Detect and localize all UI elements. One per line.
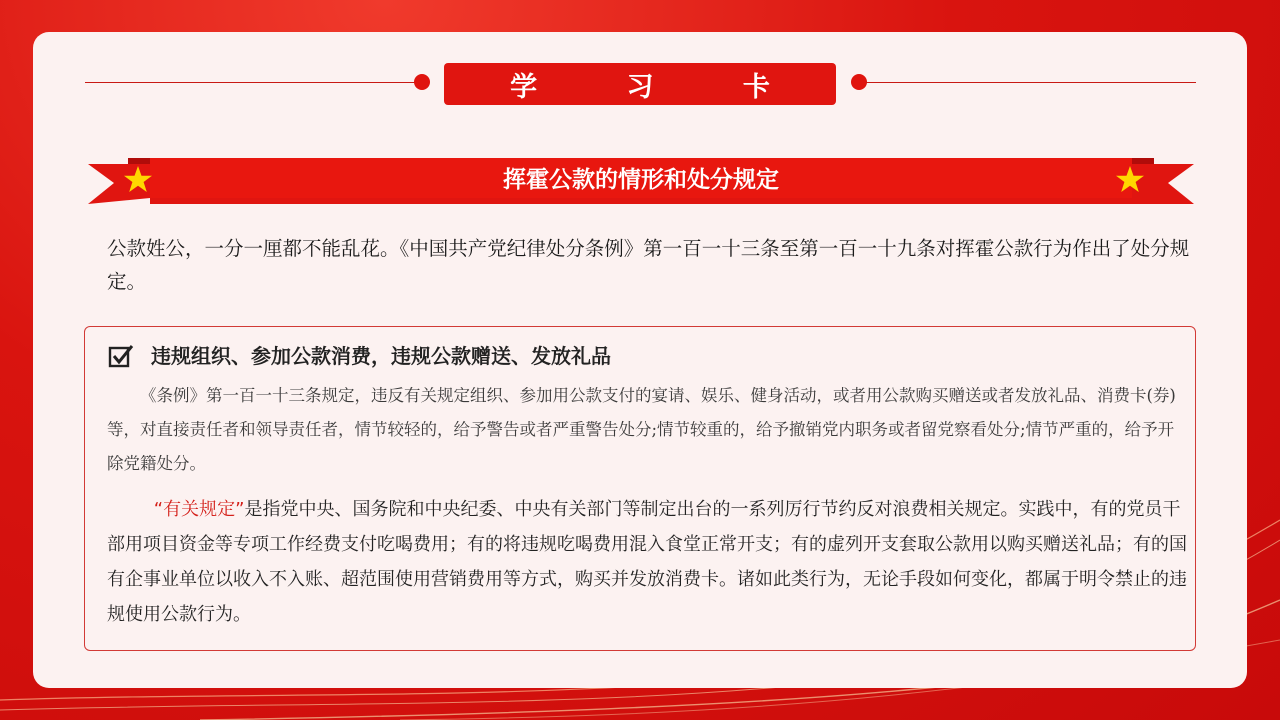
- ribbon-title: 挥霍公款的情形和处分规定: [503, 166, 779, 193]
- explanation-paragraph: [107, 492, 1189, 632]
- intro-paragraph: 公款姓公，一分一厘都不能乱花。《中国共产党纪律处分条例》第一百一十三条至第一百一十九条对挥霍公款行为作出了处分规定。: [107, 237, 1190, 293]
- divider-line-right: [866, 82, 1196, 83]
- divider-line-left: [85, 82, 415, 83]
- card-title: 学 习 卡: [444, 63, 836, 105]
- highlighted-term: “有关规定”: [153, 499, 245, 520]
- section-heading: 违规组织、参加公款消费，违规公款赠送、发放礼品: [151, 344, 611, 368]
- regulation-clause: 《条例》第一百一十三条规定，违反有关规定组织、参加用公款支付的宴请、娱乐、健身活动，或者用公款购买赠送或者发放礼品、消费卡(券)等，对直接责任者和领导责任者，情节较轻的，给予警告或者严重警告处分;情节较重的，给予撤销党内职务或者留党察看处分;情节严重的，给予开除党籍处分。: [107, 386, 1176, 473]
- divider-dot-right: [851, 74, 867, 90]
- checkbox-checked-icon: [108, 343, 134, 369]
- explanation-text: 是指党中央、国务院和中央纪委、中央有关部门等制定出台的一系列厉行节约反对浪费相关规定。实践中，有的党员干部用项目资金等专项工作经费支付吃喝费用；有的将违规吃喝费用混入食堂正常开支；有的虚列开支套取公款用以购买赠送礼品；有的国有企事业单位以收入不入账、超范围使用营销费用等方式，购买并发放消费卡。诸如此类行为，无论手段如何变化，都属于明令禁止的违规使用公款行为。: [107, 499, 1187, 625]
- divider-dot-left: [414, 74, 430, 90]
